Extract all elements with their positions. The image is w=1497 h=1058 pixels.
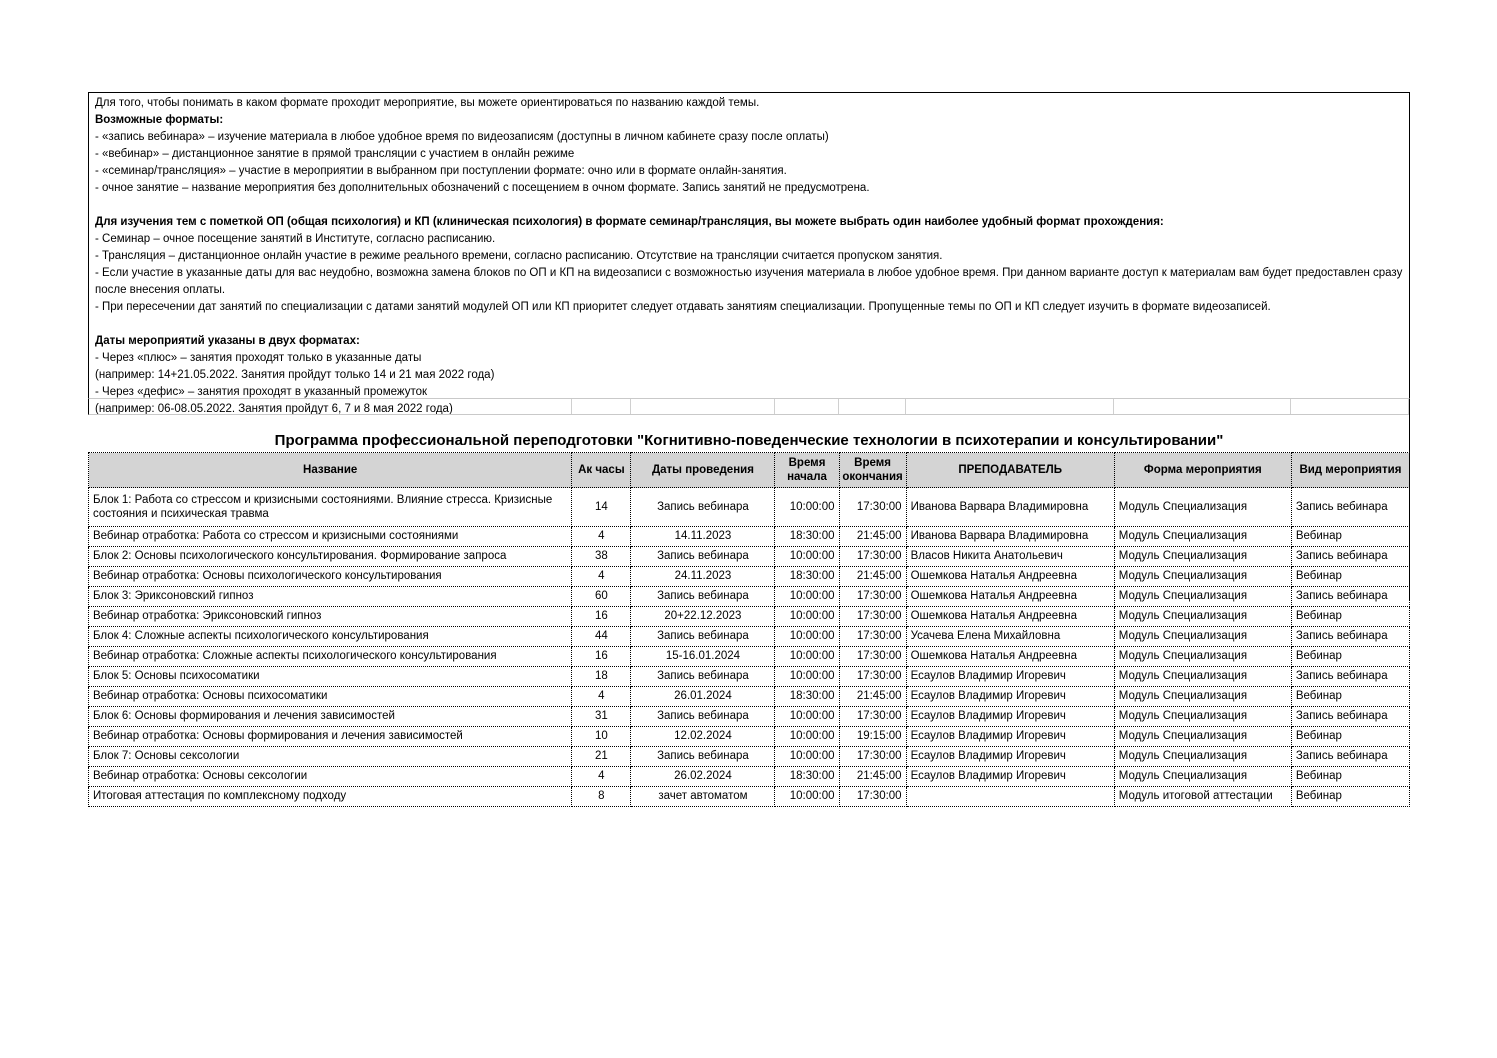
empty-grid-row [88, 399, 1410, 415]
cell-kind: Вебинар [1291, 647, 1409, 667]
cell-name: Блок 1: Работа со стрессом и кризисными состояниями. Влияние стресса. Кризисные состояния и психическая травма [89, 488, 572, 527]
cell-form: Модуль Специализация [1114, 527, 1291, 547]
cell-end: 17:30:00 [839, 627, 906, 647]
cell-kind: Запись вебинара [1291, 627, 1409, 647]
table-row [89, 567, 1410, 587]
cell-hours: 4 [572, 567, 631, 587]
cell-hours: 16 [572, 647, 631, 667]
empty-grid-cell [906, 399, 1114, 414]
cell-teacher: Есаулов Владимир Игоревич [906, 747, 1114, 767]
cell-teacher: Есаулов Владимир Игоревич [906, 707, 1114, 727]
table-body [89, 488, 1410, 807]
empty-grid-cell [1114, 399, 1291, 414]
cell-kind: Запись вебинара [1291, 488, 1409, 527]
cell-kind: Вебинар [1291, 727, 1409, 747]
cell-name: Блок 4: Сложные аспекты психологического консультирования [89, 627, 572, 647]
intro-text-block [88, 92, 1410, 415]
intro-line: - Трансляция – дистанционное онлайн участие в режиме реального времени, согласно расписанию. Отсутствие на трансляции считается пропуском занятия. [95, 250, 943, 262]
cell-teacher: Есаулов Владимир Игоревич [906, 667, 1114, 687]
intro-line: - «запись вебинара» – изучение материала в любое удобное время по видеозаписям (доступны в личном кабинете сразу после оплаты) [95, 131, 829, 143]
cell-name: Вебинар отработка: Основы сексологии [89, 767, 572, 787]
column-header: Ак часы [572, 453, 631, 488]
cell-teacher: Ошемкова Наталья Андреевна [906, 567, 1114, 587]
cell-form: Модуль Специализация [1114, 727, 1291, 747]
cell-start: 10:00:00 [775, 747, 839, 767]
cell-teacher: Усачева Елена Михайловна [906, 627, 1114, 647]
table-row [89, 707, 1410, 727]
cell-dates: Запись вебинара [631, 667, 775, 687]
table-row [89, 488, 1410, 527]
intro-line: - Через «дефис» – занятия проходят в указанный промежуток [95, 386, 428, 398]
cell-start: 10:00:00 [775, 587, 839, 607]
cell-hours: 4 [572, 527, 631, 547]
column-header: ПРЕПОДАВАТЕЛЬ [906, 453, 1114, 488]
cell-hours: 38 [572, 547, 631, 567]
cell-dates: Запись вебинара [631, 547, 775, 567]
cell-start: 18:30:00 [775, 527, 839, 547]
empty-grid-cell [1291, 399, 1409, 414]
intro-line: - Семинар – очное посещение занятий в Институте, согласно расписанию. [95, 233, 496, 245]
table-row [89, 787, 1410, 807]
cell-form: Модуль Специализация [1114, 567, 1291, 587]
cell-hours: 60 [572, 587, 631, 607]
column-header: Время начала [775, 453, 839, 488]
cell-kind: Вебинар [1291, 767, 1409, 787]
cell-form: Модуль Специализация [1114, 687, 1291, 707]
cell-end: 21:45:00 [839, 567, 906, 587]
empty-grid-cell [89, 399, 572, 414]
cell-end: 21:45:00 [839, 687, 906, 707]
cell-dates: Запись вебинара [631, 587, 775, 607]
cell-teacher: Есаулов Владимир Игоревич [906, 727, 1114, 747]
intro-line: Для изучения тем с пометкой ОП (общая психология) и КП (клиническая психология) в формате семинар/трансляция, вы можете выбрать один наиболее удобный формат прохождения: [95, 216, 1164, 228]
cell-name: Вебинар отработка: Работа со стрессом и кризисными состояниями [89, 527, 572, 547]
column-header: Название [89, 453, 572, 488]
cell-form: Модуль Специализация [1114, 587, 1291, 607]
intro-line: - Через «плюс» – занятия проходят только в указанные даты [95, 352, 422, 364]
cell-hours: 10 [572, 727, 631, 747]
cell-name: Блок 6: Основы формирования и лечения зависимостей [89, 707, 572, 727]
cell-teacher: Власов Никита Анатольевич [906, 547, 1114, 567]
cell-kind: Запись вебинара [1291, 587, 1409, 607]
cell-form: Модуль Специализация [1114, 488, 1291, 527]
intro-line: - Если участие в указанные даты для вас неудобно, возможна замена блоков по ОП и КП на видеозаписи с возможностью изучения материала в любое удобное время. При данном варианте доступ к материалам вам будет предоставлен сразу после внесения оплаты. [95, 267, 1403, 296]
cell-form: Модуль Специализация [1114, 607, 1291, 627]
intro-line: - «семинар/трансляция» – участие в мероприятии в выбранном при поступлении формате: очно или в формате онлайн-занятия. [95, 165, 787, 177]
cell-end: 17:30:00 [839, 787, 906, 807]
cell-start: 10:00:00 [775, 547, 839, 567]
cell-end: 21:45:00 [839, 527, 906, 547]
intro-line: Для того, чтобы понимать в каком формате проходит мероприятие, вы можете ориентироваться по названию каждой темы. [95, 97, 760, 109]
intro-line: - очное занятие – название мероприятия без дополнительных обозначений с посещением в очном формате. Запись занятий не предусмотрена. [95, 182, 870, 194]
cell-end: 17:30:00 [839, 488, 906, 527]
cell-hours: 14 [572, 488, 631, 527]
cell-dates: 20+22.12.2023 [631, 607, 775, 627]
cell-dates: Запись вебинара [631, 747, 775, 767]
cell-end: 17:30:00 [839, 707, 906, 727]
cell-kind: Вебинар [1291, 567, 1409, 587]
cell-dates: 14.11.2023 [631, 527, 775, 547]
intro-line: (например: 14+21.05.2022. Занятия пройдут только 14 и 21 мая 2022 года) [95, 369, 495, 381]
intro-line: Даты мероприятий указаны в двух форматах: [95, 335, 360, 347]
cell-start: 10:00:00 [775, 667, 839, 687]
table-row [89, 647, 1410, 667]
cell-end: 17:30:00 [839, 587, 906, 607]
cell-name: Блок 7: Основы сексологии [89, 747, 572, 767]
cell-kind: Вебинар [1291, 787, 1409, 807]
cell-start: 18:30:00 [775, 767, 839, 787]
intro-line [95, 197, 1403, 214]
right-border-rule [1409, 399, 1410, 600]
cell-end: 17:30:00 [839, 647, 906, 667]
cell-teacher: Иванова Варвара Владимировна [906, 488, 1114, 527]
cell-end: 17:30:00 [839, 607, 906, 627]
cell-dates: 15-16.01.2024 [631, 647, 775, 667]
cell-hours: 4 [572, 687, 631, 707]
table-row [89, 687, 1410, 707]
table-row [89, 627, 1410, 647]
cell-form: Модуль Специализация [1114, 767, 1291, 787]
cell-end: 17:30:00 [839, 667, 906, 687]
table-row [89, 547, 1410, 567]
intro-line: (например: 06-08.05.2022. Занятия пройдут 6, 7 и 8 мая 2022 года) [95, 403, 453, 415]
empty-grid-cell [775, 399, 839, 414]
cell-form: Модуль Специализация [1114, 747, 1291, 767]
cell-kind: Запись вебинара [1291, 547, 1409, 567]
table-header-row [89, 453, 1410, 488]
cell-kind: Вебинар [1291, 527, 1409, 547]
column-header: Форма мероприятия [1114, 453, 1291, 488]
cell-kind: Запись вебинара [1291, 707, 1409, 727]
schedule-table [88, 452, 1410, 807]
column-header: Время окончания [839, 453, 906, 488]
cell-hours: 21 [572, 747, 631, 767]
empty-grid-cell [631, 399, 775, 414]
cell-form: Модуль итоговой аттестации [1114, 787, 1291, 807]
cell-start: 18:30:00 [775, 567, 839, 587]
cell-hours: 16 [572, 607, 631, 627]
table-row [89, 587, 1410, 607]
cell-start: 10:00:00 [775, 647, 839, 667]
table-row [89, 747, 1410, 767]
cell-name: Блок 2: Основы психологического консультирования. Формирование запроса [89, 547, 572, 567]
cell-start: 10:00:00 [775, 707, 839, 727]
cell-hours: 4 [572, 767, 631, 787]
cell-teacher: Ошемкова Наталья Андреевна [906, 607, 1114, 627]
table-row [89, 727, 1410, 747]
cell-dates: Запись вебинара [631, 627, 775, 647]
cell-end: 17:30:00 [839, 747, 906, 767]
cell-name: Блок 3: Эриксоновский гипноз [89, 587, 572, 607]
cell-form: Модуль Специализация [1114, 707, 1291, 727]
table-row [89, 527, 1410, 547]
intro-line [95, 316, 1403, 333]
cell-end: 17:30:00 [839, 547, 906, 567]
cell-teacher: Ошемкова Наталья Андреевна [906, 587, 1114, 607]
cell-name: Итоговая аттестация по комплексному подходу [89, 787, 572, 807]
cell-start: 18:30:00 [775, 687, 839, 707]
intro-line: - При пересечении дат занятий по специализации с датами занятий модулей ОП или КП приоритет следует отдавать занятиям специализации. Пропущенные темы по ОП и КП следует изучить в формате видеозаписей. [95, 301, 1271, 313]
cell-form: Модуль Специализация [1114, 647, 1291, 667]
cell-teacher: Иванова Варвара Владимировна [906, 527, 1114, 547]
cell-teacher: Есаулов Владимир Игоревич [906, 767, 1114, 787]
cell-teacher: Ошемкова Наталья Андреевна [906, 647, 1114, 667]
cell-dates: 26.01.2024 [631, 687, 775, 707]
empty-grid-cell [572, 399, 631, 414]
cell-form: Модуль Специализация [1114, 547, 1291, 567]
cell-name: Вебинар отработка: Основы формирования и лечения зависимостей [89, 727, 572, 747]
column-header: Вид мероприятия [1291, 453, 1409, 488]
program-title: Программа профессиональной переподготовки "Когнитивно-поведенческие технологии в психотерапии и консультировании" [274, 432, 1224, 449]
empty-grid-cell [839, 399, 906, 414]
cell-hours: 18 [572, 667, 631, 687]
cell-name: Вебинар отработка: Сложные аспекты психологического консультирования [89, 647, 572, 667]
intro-line: - «вебинар» – дистанционное занятие в прямой трансляции с участием в онлайн режиме [95, 148, 575, 160]
cell-start: 10:00:00 [775, 607, 839, 627]
cell-dates: Запись вебинара [631, 707, 775, 727]
cell-form: Модуль Специализация [1114, 627, 1291, 647]
cell-kind: Запись вебинара [1291, 667, 1409, 687]
cell-hours: 31 [572, 707, 631, 727]
cell-teacher: Есаулов Владимир Игоревич [906, 687, 1114, 707]
cell-dates: зачет автоматом [631, 787, 775, 807]
cell-dates: 12.02.2024 [631, 727, 775, 747]
cell-end: 19:15:00 [839, 727, 906, 747]
cell-start: 10:00:00 [775, 787, 839, 807]
intro-line: Возможные форматы: [95, 114, 224, 126]
cell-start: 10:00:00 [775, 727, 839, 747]
cell-start: 10:00:00 [775, 627, 839, 647]
cell-form: Модуль Специализация [1114, 667, 1291, 687]
cell-hours: 8 [572, 787, 631, 807]
cell-dates: Запись вебинара [631, 488, 775, 527]
table-row [89, 767, 1410, 787]
table-row [89, 607, 1410, 627]
cell-name: Блок 5: Основы психосоматики [89, 667, 572, 687]
cell-dates: 24.11.2023 [631, 567, 775, 587]
cell-kind: Вебинар [1291, 607, 1409, 627]
cell-name: Вебинар отработка: Основы психологического консультирования [89, 567, 572, 587]
cell-hours: 44 [572, 627, 631, 647]
cell-kind: Вебинар [1291, 687, 1409, 707]
cell-name: Вебинар отработка: Эриксоновский гипноз [89, 607, 572, 627]
cell-dates: 26.02.2024 [631, 767, 775, 787]
cell-teacher [906, 787, 1114, 807]
column-header: Даты проведения [631, 453, 775, 488]
cell-end: 21:45:00 [839, 767, 906, 787]
table-row [89, 667, 1410, 687]
cell-kind: Запись вебинара [1291, 747, 1409, 767]
cell-start: 10:00:00 [775, 488, 839, 527]
cell-name: Вебинар отработка: Основы психосоматики [89, 687, 572, 707]
